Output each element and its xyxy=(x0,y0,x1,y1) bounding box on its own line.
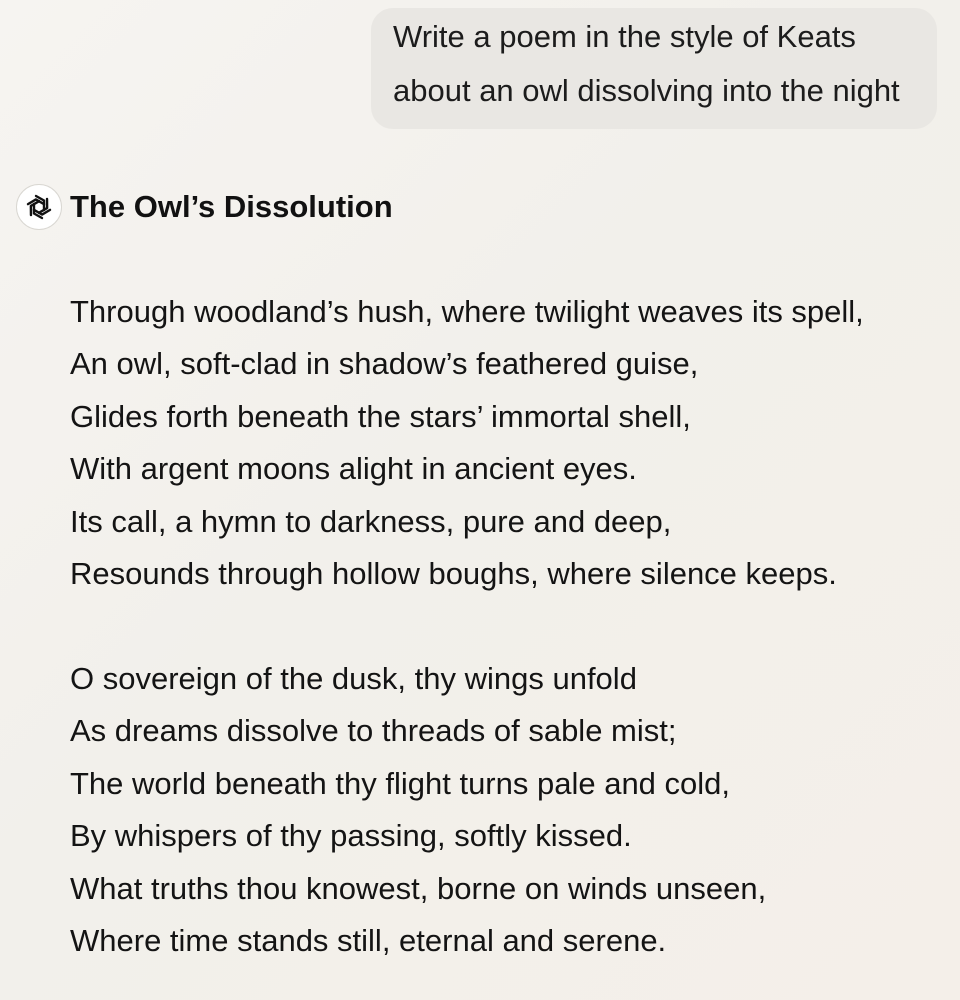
poem-line: Where time stands still, eternal and serene. xyxy=(70,922,667,958)
poem-line: Through woodland’s hush, where twilight weaves its spell, xyxy=(70,294,864,329)
poem-stanza-2 xyxy=(70,653,766,967)
poem-stanza-1 xyxy=(70,286,864,600)
poem-line: Resounds through hollow boughs, where silence keeps. xyxy=(70,555,837,591)
poem-line: With argent moons alight in ancient eyes. xyxy=(70,451,637,487)
user-message-bubble xyxy=(371,8,937,129)
poem-line: Its call, a hymn to darkness, pure and deep, xyxy=(70,503,672,539)
user-message-line-1: Write a poem in the style of Keats xyxy=(393,19,856,54)
poem-line: An owl, soft-clad in shadow’s feathered guise, xyxy=(70,346,699,382)
poem-line: What truths thou knowest, borne on winds unseen, xyxy=(70,870,767,906)
poem-line: Glides forth beneath the stars’ immortal shell, xyxy=(70,398,691,434)
user-message-line-2: about an owl dissolving into the night xyxy=(393,73,900,108)
openai-logo-icon xyxy=(21,189,57,225)
poem-title: The Owl’s Dissolution xyxy=(70,189,393,224)
poem-line: As dreams dissolve to threads of sable mist; xyxy=(70,713,677,749)
poem-line: The world beneath thy flight turns pale and cold, xyxy=(70,765,731,801)
poem-line: O sovereign of the dusk, thy wings unfold xyxy=(70,661,637,696)
poem-line: By whispers of thy passing, softly kissed. xyxy=(70,818,632,854)
assistant-avatar xyxy=(16,184,62,230)
